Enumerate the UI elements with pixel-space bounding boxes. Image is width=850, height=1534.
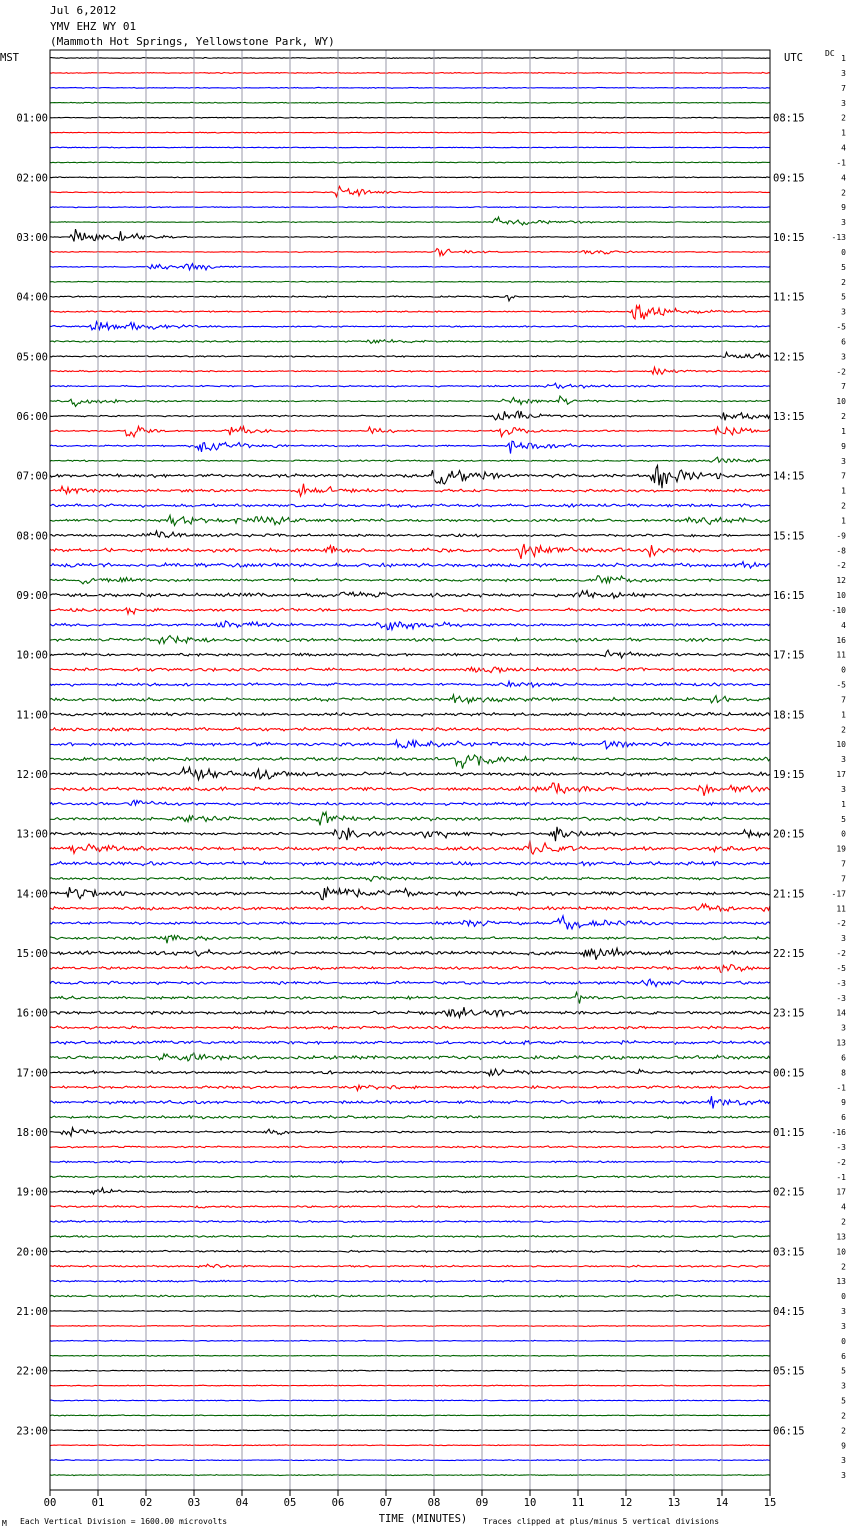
trace-line-5 (50, 132, 770, 133)
utc-hour-label-12: 19:15 (773, 769, 805, 781)
trace-line-75 (50, 1176, 770, 1178)
dc-offset-label-13: 0 (841, 247, 846, 257)
dc-offset-label-15: 2 (841, 277, 846, 287)
trace-line-0 (50, 57, 770, 58)
dc-offset-label-57: 11 (836, 904, 846, 914)
dc-offset-label-70: 9 (841, 1098, 846, 1108)
dc-offset-label-66: 13 (836, 1038, 846, 1048)
x-axis-title: TIME (MINUTES) (378, 1513, 468, 1525)
trace-line-37 (50, 608, 770, 614)
trace-line-1 (50, 72, 770, 73)
dc-offset-label-32: -9 (836, 531, 846, 541)
dc-offset-label-78: 2 (841, 1217, 846, 1227)
dc-offset-label-65: 3 (841, 1023, 846, 1033)
location-label: (Mammoth Hot Springs, Yellowstone Park, WY) (50, 35, 335, 48)
trace-line-35 (50, 576, 770, 584)
dc-offset-label-58: -2 (836, 919, 846, 929)
mst-hour-label-8: 08:00 (16, 530, 48, 543)
mst-hour-label-12: 12:00 (16, 769, 48, 781)
dc-offset-label-20: 3 (841, 352, 846, 362)
dc-offset-label-95: 3 (841, 1471, 846, 1481)
dc-offset-label-17: 3 (841, 307, 846, 317)
utc-hour-label-14: 21:15 (773, 888, 805, 901)
trace-line-94 (50, 1460, 770, 1461)
dc-offset-label-10: 9 (841, 203, 846, 213)
trace-line-53 (50, 840, 770, 854)
dc-offset-label-31: 1 (841, 516, 846, 526)
corner-mark: M (2, 1519, 7, 1528)
mst-axis-label: MST (0, 52, 19, 64)
trace-line-38 (50, 621, 770, 630)
trace-line-36 (50, 591, 770, 599)
utc-hour-label-10: 17:15 (773, 649, 805, 662)
trace-line-41 (50, 667, 770, 673)
trace-line-20 (50, 352, 770, 358)
dc-offset-label-56: -17 (831, 889, 846, 899)
trace-line-6 (50, 147, 770, 148)
trace-line-59 (50, 935, 770, 943)
mst-hour-label-23: 23:00 (16, 1425, 48, 1438)
x-tick-label-7: 07 (379, 1497, 393, 1509)
dc-offset-label-21: -2 (836, 367, 846, 377)
trace-line-70 (50, 1096, 770, 1108)
dc-offset-label-18: -5 (836, 322, 846, 332)
trace-line-76 (50, 1188, 770, 1194)
dc-offset-label-38: 4 (841, 620, 846, 630)
dc-offset-label-72: -16 (831, 1128, 846, 1137)
dc-offset-label-42: -5 (836, 680, 846, 690)
utc-hour-label-17: 00:15 (773, 1067, 805, 1080)
dc-column-label: DC (825, 49, 835, 58)
trace-line-52 (50, 827, 770, 841)
trace-line-42 (50, 681, 770, 687)
trace-line-7 (50, 162, 770, 163)
trace-line-19 (50, 340, 770, 344)
dc-offset-label-6: 4 (841, 143, 846, 153)
dc-offset-label-5: 1 (841, 128, 846, 138)
x-tick-label-2: 02 (139, 1497, 153, 1509)
mst-hour-label-11: 11:00 (16, 709, 48, 722)
trace-line-95 (50, 1475, 770, 1476)
x-tick-label-8: 08 (427, 1497, 441, 1509)
date-label: Jul 6,2012 (50, 4, 117, 17)
utc-hour-label-1: 08:15 (773, 112, 805, 125)
dc-offset-label-73: -3 (836, 1142, 846, 1152)
trace-line-10 (50, 207, 770, 208)
trace-line-33 (50, 544, 770, 559)
trace-line-21 (50, 367, 770, 374)
trace-line-88 (50, 1370, 770, 1371)
trace-line-8 (50, 177, 770, 178)
utc-hour-label-18: 01:15 (773, 1127, 805, 1139)
dc-offset-label-4: 2 (841, 113, 846, 123)
trace-line-34 (50, 562, 770, 569)
x-tick-label-10: 10 (523, 1497, 537, 1509)
dc-offset-label-40: 11 (836, 650, 846, 660)
mst-hour-label-16: 16:00 (16, 1007, 48, 1020)
x-tick-label-15: 15 (763, 1497, 777, 1509)
dc-offset-label-51: 5 (841, 814, 846, 824)
dc-offset-label-26: 9 (841, 441, 846, 451)
trace-line-55 (50, 876, 770, 881)
x-tick-label-1: 01 (91, 1497, 105, 1509)
trace-line-80 (50, 1250, 770, 1252)
dc-offset-label-54: 7 (841, 859, 846, 869)
dc-offset-label-14: 5 (841, 262, 846, 272)
dc-offset-label-41: 0 (841, 665, 846, 675)
dc-offset-label-43: 7 (841, 695, 846, 705)
trace-line-11 (50, 217, 770, 225)
dc-offset-label-47: 3 (841, 755, 846, 765)
dc-offset-label-36: 10 (836, 591, 846, 600)
trace-line-92 (50, 1430, 770, 1431)
clip-note: Traces clipped at plus/minus 5 vertical divisions (483, 1517, 720, 1526)
trace-line-85 (50, 1325, 770, 1326)
mst-hour-label-18: 18:00 (16, 1127, 48, 1139)
dc-offset-label-16: 5 (841, 292, 846, 302)
dc-offset-label-63: -3 (836, 993, 846, 1003)
mst-hour-label-9: 09:00 (16, 590, 48, 602)
dc-offset-label-30: 2 (841, 501, 846, 511)
trace-line-66 (50, 1041, 770, 1045)
trace-line-45 (50, 727, 770, 731)
dc-offset-label-75: -1 (836, 1172, 846, 1182)
dc-offset-label-92: 2 (841, 1426, 846, 1436)
dc-offset-label-7: -1 (836, 158, 846, 168)
mst-hour-label-13: 13:00 (16, 828, 48, 841)
trace-line-68 (50, 1069, 770, 1076)
dc-offset-label-49: 3 (841, 784, 846, 794)
trace-line-93 (50, 1445, 770, 1446)
trace-line-81 (50, 1264, 770, 1267)
dc-offset-label-11: 3 (841, 218, 846, 228)
trace-line-56 (50, 887, 770, 899)
mst-hour-label-17: 17:00 (16, 1067, 48, 1080)
trace-line-72 (50, 1128, 770, 1136)
dc-offset-label-1: 3 (841, 68, 846, 78)
dc-offset-label-77: 4 (841, 1202, 846, 1212)
trace-line-82 (50, 1280, 770, 1282)
utc-hour-label-4: 11:15 (773, 291, 805, 304)
trace-line-84 (50, 1311, 770, 1312)
dc-offset-label-79: 13 (836, 1232, 846, 1242)
dc-offset-label-34: -2 (836, 561, 846, 571)
dc-offset-label-94: 3 (841, 1456, 846, 1466)
traces-group (50, 57, 770, 1475)
trace-line-43 (50, 695, 770, 703)
station-label: YMV EHZ WY 01 (50, 20, 137, 33)
trace-line-31 (50, 515, 770, 525)
trace-line-74 (50, 1161, 770, 1163)
utc-hour-label-9: 16:15 (773, 590, 805, 602)
utc-hour-label-11: 18:15 (773, 709, 805, 722)
utc-hour-label-15: 22:15 (773, 948, 805, 960)
mst-hour-label-2: 02:00 (16, 172, 48, 185)
trace-line-14 (50, 264, 770, 270)
trace-line-60 (50, 948, 770, 960)
dc-offset-label-53: 19 (836, 844, 846, 854)
dc-offset-label-35: 12 (836, 576, 846, 586)
dc-offset-label-84: 3 (841, 1307, 846, 1316)
trace-line-25 (50, 426, 770, 437)
dc-offset-label-81: 2 (841, 1262, 846, 1272)
dc-offset-label-9: 2 (841, 188, 846, 198)
utc-hour-label-23: 06:15 (773, 1425, 805, 1438)
trace-line-39 (50, 636, 770, 644)
mst-hour-label-19: 19:00 (16, 1186, 48, 1199)
trace-line-78 (50, 1220, 770, 1222)
dc-offset-label-67: 6 (841, 1053, 846, 1063)
dc-offset-label-85: 3 (841, 1321, 846, 1331)
dc-offset-label-89: 3 (841, 1381, 846, 1391)
dc-offset-label-83: 0 (841, 1292, 846, 1302)
trace-line-50 (50, 800, 770, 805)
x-tick-label-0: 00 (43, 1497, 57, 1509)
utc-hour-label-13: 20:15 (773, 828, 805, 841)
dc-offset-label-61: -5 (836, 963, 846, 973)
x-tick-label-5: 05 (283, 1497, 297, 1509)
trace-line-30 (50, 504, 770, 507)
trace-line-12 (50, 229, 770, 241)
dc-offset-label-28: 7 (841, 471, 846, 481)
trace-line-47 (50, 755, 770, 769)
trace-line-67 (50, 1052, 770, 1061)
dc-offset-label-3: 3 (841, 98, 846, 108)
dc-offset-label-27: 3 (841, 456, 846, 466)
trace-line-65 (50, 1026, 770, 1029)
mst-hour-label-7: 07:00 (16, 470, 48, 483)
trace-line-73 (50, 1146, 770, 1148)
dc-offset-label-87: 6 (841, 1351, 846, 1361)
dc-offset-label-8: 4 (841, 173, 846, 183)
trace-line-24 (50, 411, 770, 420)
dc-offset-label-12: -13 (831, 233, 846, 242)
utc-hour-label-2: 09:15 (773, 172, 805, 185)
mst-hour-label-15: 15:00 (16, 948, 48, 960)
trace-line-9 (50, 186, 770, 196)
trace-line-58 (50, 916, 770, 930)
dc-offset-label-44: 1 (841, 710, 846, 720)
trace-line-13 (50, 249, 770, 256)
dc-offset-label-71: 6 (841, 1113, 846, 1123)
mst-hour-label-1: 01:00 (16, 112, 48, 125)
dc-offset-label-0: 1 (841, 54, 846, 63)
trace-line-48 (50, 767, 770, 780)
x-tick-label-14: 14 (715, 1497, 729, 1509)
trace-line-3 (50, 102, 770, 103)
x-tick-label-12: 12 (619, 1497, 633, 1509)
trace-line-77 (50, 1206, 770, 1208)
dc-offset-label-62: -3 (836, 978, 846, 988)
utc-hour-label-8: 15:15 (773, 530, 805, 543)
utc-axis-label: UTC (784, 52, 803, 64)
utc-hour-label-6: 13:15 (773, 411, 805, 423)
mst-hour-label-5: 05:00 (16, 351, 48, 364)
trace-line-89 (50, 1385, 770, 1386)
dc-offset-label-2: 7 (841, 83, 846, 93)
utc-hour-label-7: 14:15 (773, 470, 805, 483)
trace-line-4 (50, 117, 770, 118)
dc-offset-label-69: -1 (836, 1083, 846, 1093)
mst-hour-label-20: 20:00 (16, 1246, 48, 1259)
trace-line-62 (50, 979, 770, 986)
dc-offset-label-29: 1 (841, 486, 846, 496)
trace-line-79 (50, 1235, 770, 1237)
mst-hour-label-14: 14:00 (16, 888, 48, 901)
utc-hour-label-22: 05:15 (773, 1365, 805, 1378)
trace-line-63 (50, 992, 770, 1003)
dc-offset-label-93: 9 (841, 1441, 846, 1451)
dc-offset-label-55: 7 (841, 874, 846, 884)
mst-hour-label-6: 06:00 (16, 411, 48, 423)
trace-line-61 (50, 965, 770, 973)
dc-offset-label-39: 16 (836, 635, 846, 645)
trace-line-44 (50, 712, 770, 716)
trace-line-83 (50, 1295, 770, 1297)
dc-offset-label-64: 14 (836, 1008, 846, 1018)
dc-offset-label-25: 1 (841, 426, 846, 436)
labels-group (0, 49, 846, 1528)
trace-line-87 (50, 1355, 770, 1356)
dc-offset-label-86: 0 (841, 1336, 846, 1346)
utc-hour-label-19: 02:15 (773, 1186, 805, 1199)
trace-line-57 (50, 904, 770, 911)
x-tick-label-11: 11 (571, 1497, 585, 1509)
dc-offset-label-46: 10 (836, 740, 846, 750)
trace-line-71 (50, 1116, 770, 1119)
dc-offset-label-80: 10 (836, 1247, 846, 1257)
utc-hour-label-21: 04:15 (773, 1306, 805, 1318)
dc-offset-label-22: 7 (841, 382, 846, 392)
dc-offset-label-59: 3 (841, 934, 846, 944)
trace-line-18 (50, 322, 770, 330)
trace-line-2 (50, 87, 770, 88)
dc-offset-label-74: -2 (836, 1157, 846, 1167)
trace-line-28 (50, 465, 770, 488)
dc-offset-label-60: -2 (836, 949, 846, 958)
dc-offset-label-82: 13 (836, 1277, 846, 1287)
dc-offset-label-90: 5 (841, 1396, 846, 1406)
scale-note: Each Vertical Division = 1600.00 microvolts (20, 1517, 228, 1526)
trace-line-49 (50, 783, 770, 796)
trace-line-54 (50, 862, 770, 866)
dc-offset-label-37: -10 (831, 605, 846, 615)
trace-line-46 (50, 740, 770, 749)
x-tick-label-3: 03 (187, 1497, 201, 1509)
dc-offset-label-19: 6 (841, 337, 846, 347)
trace-line-69 (50, 1085, 770, 1090)
trace-line-64 (50, 1007, 770, 1017)
utc-hour-label-20: 03:15 (773, 1246, 805, 1259)
x-tick-label-6: 06 (331, 1497, 345, 1509)
trace-line-32 (50, 531, 770, 538)
utc-hour-label-3: 10:15 (773, 232, 805, 244)
dc-offset-label-50: 1 (841, 799, 846, 809)
dc-offset-label-76: 17 (836, 1187, 846, 1197)
mst-hour-label-4: 04:00 (16, 291, 48, 304)
x-tick-label-9: 09 (475, 1497, 489, 1509)
dc-offset-label-24: 2 (841, 412, 846, 421)
trace-line-15 (50, 281, 770, 282)
mst-hour-label-3: 03:00 (16, 232, 48, 244)
trace-line-23 (50, 396, 770, 406)
trace-line-16 (50, 296, 770, 301)
trace-line-90 (50, 1400, 770, 1401)
trace-line-40 (50, 650, 770, 658)
dc-offset-label-48: 17 (836, 770, 846, 779)
dc-offset-label-45: 2 (841, 725, 846, 735)
dc-offset-label-91: 2 (841, 1411, 846, 1421)
mst-hour-label-10: 10:00 (16, 649, 48, 662)
dc-offset-label-88: 5 (841, 1366, 846, 1376)
dc-offset-label-33: -8 (836, 546, 846, 556)
trace-line-86 (50, 1340, 770, 1341)
dc-offset-label-23: 10 (836, 397, 846, 407)
dc-offset-label-68: 8 (841, 1068, 846, 1078)
trace-line-22 (50, 383, 770, 388)
utc-hour-label-5: 12:15 (773, 351, 805, 364)
x-tick-label-13: 13 (667, 1497, 681, 1509)
trace-line-17 (50, 306, 770, 320)
trace-line-91 (50, 1415, 770, 1416)
trace-line-26 (50, 441, 770, 453)
utc-hour-label-16: 23:15 (773, 1007, 805, 1020)
x-tick-label-4: 04 (235, 1497, 249, 1509)
trace-line-27 (50, 457, 770, 462)
mst-hour-label-22: 22:00 (16, 1365, 48, 1378)
mst-hour-label-21: 21:00 (16, 1306, 48, 1318)
trace-line-51 (50, 812, 770, 825)
dc-offset-label-52: 0 (841, 829, 846, 839)
